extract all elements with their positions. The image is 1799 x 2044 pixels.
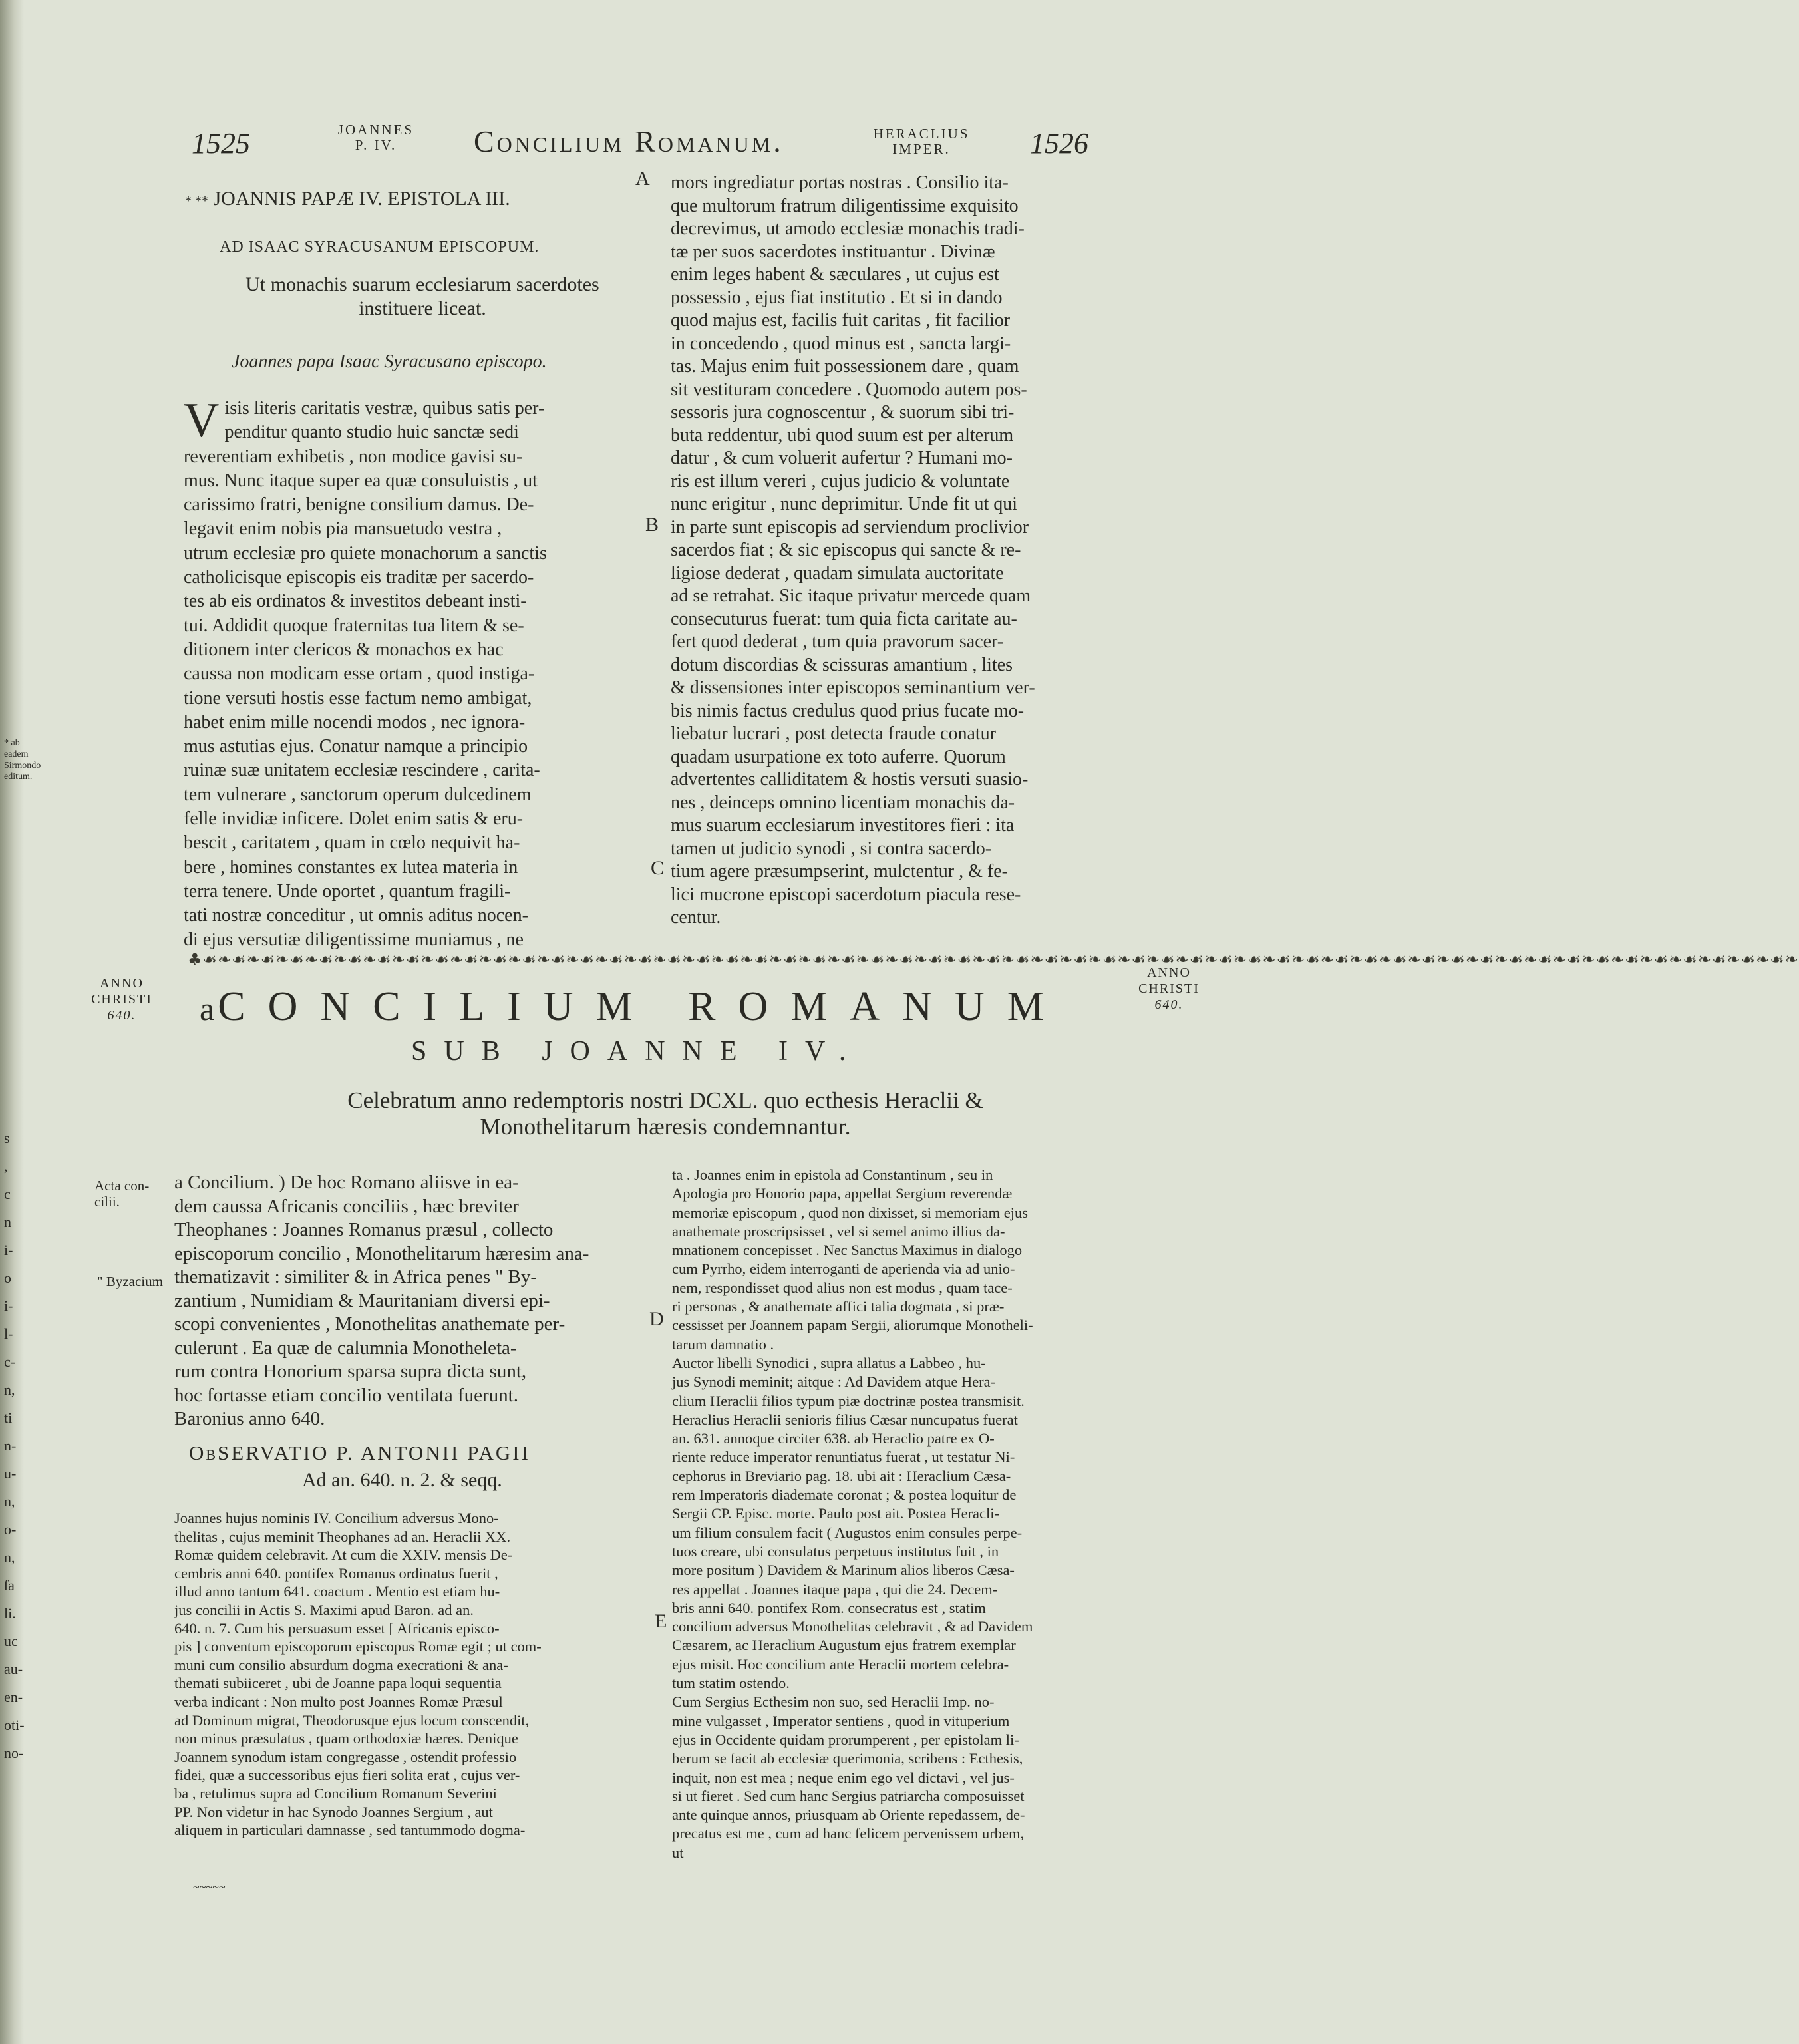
text-line: carissimo fratri, benigne consilium damus. De-	[184, 494, 534, 516]
note-line: Joannes hujus nominis IV. Concilium adversus Mono-	[174, 1510, 499, 1526]
note-line: Cæsarem, ac Heraclium Augustum ejus fratrem exemplar	[672, 1637, 1016, 1654]
text-line: felle invidiæ inficere. Dolet enim satis & eru-	[184, 808, 524, 830]
byzacium-label: " Byzacium	[97, 1274, 163, 1289]
gutter-fragment: l-	[4, 1325, 13, 1342]
epistola-right-column	[671, 172, 1136, 930]
gutter-fragment: n,	[4, 1381, 15, 1398]
gutter-fragment: li.	[4, 1605, 16, 1621]
text-line: centur.	[671, 907, 721, 928]
text-line: sessoris jura cognoscentur , & suorum sibi tri-	[671, 402, 1015, 423]
note-line: inquit, non est mea ; neque enim ego vel dictavi , vel jus-	[672, 1769, 1015, 1786]
note-line: clium Heraclii filios typum piæ doctrinæ postea transmisit.	[672, 1392, 1025, 1409]
note-line: mine vulgasset , Imperator sentiens , quod in vituperium	[672, 1712, 1010, 1729]
sidenote-line: editum.	[4, 772, 33, 782]
page-number-left: 1525	[192, 127, 250, 160]
note-line: cessisset per Joannem papam Sergii, aliorumque Monotheli-	[672, 1317, 1033, 1334]
note-line: themati subiiceret , ubi de Joanne papa loqui sequentia	[174, 1675, 502, 1692]
text-line: habet enim mille nocendi modos , nec ignora-	[184, 711, 526, 733]
celebration-line: Celebratum anno redemptoris nostri DCXL. quo ecthesis Heraclii &	[347, 1087, 983, 1113]
text-line: advertentes calliditatem & hostis versuti suasio-	[671, 769, 1029, 790]
text-line: buta reddentur, ubi quod suum est per alterum	[671, 425, 1014, 446]
text-line: bescit , caritatem , quam in cœlo nequivit ha-	[184, 832, 520, 854]
text-line: & dissensiones inter episcopos seminantium ver-	[671, 677, 1035, 698]
text-line: tium agere præsumpserint, mulctentur , & fe-	[671, 861, 1008, 882]
note-line: ta . Joannes enim in epistola ad Constantinum , seu in	[672, 1166, 993, 1183]
text-line: tes ab eis ordinatos & investitos debeant insti-	[184, 591, 527, 612]
note-line: muni cum consilio absurdum dogma execrationi & ana-	[174, 1656, 508, 1673]
gutter-fragment: ſa	[4, 1577, 15, 1594]
text-line: enim leges habent & sæculares , ut cujus est	[671, 264, 999, 285]
text-line: nunc erigitur , nunc deprimitur. Unde fit ut qui	[671, 494, 1018, 514]
note-line: Cum Sergius Ecthesim non suo, sed Heraclii Imp. no-	[672, 1693, 995, 1711]
text-line: quadam usurpatione ex toto auferre. Quorum	[671, 746, 1006, 767]
note-line: mnationem concepisset . Nec Sanctus Maximus in dialogo	[672, 1242, 1023, 1259]
note-line: nem, respondisset quod alius non est modus , quam tace-	[672, 1279, 1013, 1296]
text-line: isis literis caritatis vestræ, quibus satis per-	[224, 398, 545, 419]
text-line: di ejus versutiæ diligentissime muniamus , ne	[184, 929, 524, 950]
observatio-title	[189, 1441, 655, 1492]
note-line: ad Dominum migrat, Theodorusque ejus locum conscendit,	[174, 1711, 530, 1729]
text-line: tione versuti hostis esse factum nemo ambigat,	[184, 687, 532, 709]
note-line: hoc fortasse etiam concilio ventilata fuerunt.	[174, 1384, 518, 1406]
title-text: JOANNIS PAPÆ IV. EPISTOLA III.	[213, 188, 510, 210]
gutter-fragment: n	[4, 1214, 11, 1230]
notes-right-column	[672, 1166, 1127, 1862]
observatio-line: Ad an. 640. n. 2. & seqq.	[302, 1469, 502, 1491]
gutter-fragment: n-	[4, 1437, 17, 1454]
observatio-body	[174, 1509, 640, 1840]
note-line: fidei, quæ a successoribus ejus fieri solita erat , cujus ver-	[174, 1767, 520, 1784]
note-line: zantium , Numidiam & Mauritaniam diversi epi-	[174, 1289, 550, 1311]
caption-line: JOANNES	[337, 122, 414, 138]
note-line: Theophanes : Joannes Romanus præsul , collecto	[174, 1219, 554, 1240]
epistola-left-column	[184, 393, 647, 952]
note-line: anathemate proscripsisset , vel si semel animo illius da-	[672, 1222, 1005, 1240]
note-line: concilium adversus Monothelitas celebravit , & ad Davidem	[672, 1618, 1033, 1635]
gutter-fragment: no-	[4, 1745, 24, 1761]
note-line: verba indicant : Non multo post Joannes Romæ Præsul	[174, 1693, 503, 1710]
margin-letter-c: C	[651, 857, 665, 879]
note-line: a Concilium. ) De hoc Romano aliisve in ea-	[174, 1172, 519, 1193]
note-line: ba , retulimus supra ad Concilium Romanum Severini	[174, 1785, 497, 1802]
title-text: CONCILIUM ROMANUM	[218, 984, 1066, 1029]
text-line: fert quod dederat , tum quia pravorum sacer-	[671, 631, 1004, 652]
gutter-fragment: c-	[4, 1353, 16, 1370]
page-number-right: 1526	[1030, 127, 1088, 160]
note-line: non minus præsulatus , quam orthodoxiæ hæres. Denique	[174, 1730, 518, 1747]
text-line: utrum ecclesiæ pro quiete monachorum a sanctis	[184, 542, 547, 564]
margin-letter-d: D	[649, 1308, 664, 1330]
text-line: in concedendo , quod minus est , sancta largi-	[671, 333, 1011, 354]
gutter-fragment: n,	[4, 1549, 15, 1566]
note-line: episcoporum concilio , Monothelitarum hæresim ana-	[174, 1242, 589, 1264]
gutter-fragment: o-	[4, 1521, 17, 1538]
text-line: bis nimis factus credulus quod prius fucate mo-	[671, 700, 1025, 721]
notes-left-block	[174, 1171, 640, 1431]
running-head: Concilium Romanum.	[474, 124, 784, 158]
gutter-fragment: uc	[4, 1633, 18, 1649]
note-line: tarum damnatio .	[672, 1335, 774, 1353]
sidenote	[4, 737, 44, 782]
observatio-line: ObSERVATIO P. ANTONII PAGII	[189, 1441, 530, 1464]
text-line: mus. Nunc itaque super ea quæ consuluistis , ut	[184, 470, 538, 491]
note-line: PP. Non videtur in hac Synodo Joannes Sergium , aut	[174, 1803, 493, 1820]
anno-line: ANNO	[1147, 965, 1191, 980]
anno-line: 640.	[1154, 997, 1184, 1012]
gutter-fragments	[4, 1124, 24, 1767]
gutter-fragment: i-	[4, 1242, 13, 1258]
note-line: bris anni 640. pontifex Rom. consecratus est , statim	[672, 1599, 986, 1616]
anno-line: CHRISTI	[91, 992, 152, 1007]
note-line: res appellat . Joannes itaque papa , qui die 24. Decem-	[672, 1580, 998, 1598]
text-line: consecuturus fuerat: tum quia ficta caritate au-	[671, 608, 1017, 629]
text-line: ditionem inter clericos & monachos ex hac	[184, 639, 504, 660]
note-line: memoriæ episcopum , quod non dixisset, si memoriam ejus	[672, 1204, 1028, 1221]
anno-left	[85, 975, 158, 1023]
text-line: quod majus est, facilis fuit caritas , fit facilior	[671, 310, 1011, 331]
margin-letter-a: A	[635, 168, 650, 190]
note-line: Baronius anno 640.	[174, 1408, 325, 1429]
note-line: tuos creare, ubi consulatus perpetuus institutus fuit , in	[672, 1542, 999, 1560]
note-line: ante quinque annos, priusquam ab Oriente repedassem, de-	[672, 1806, 1025, 1824]
gutter-fragment: i-	[4, 1297, 13, 1314]
text-line: tamen ut judicio synodi , si contra sacerdo-	[671, 838, 992, 859]
text-line: sit vestituram concedere . Quomodo autem pos-	[671, 379, 1027, 400]
text-line: caussa non modicam esse ortam , quod instiga-	[184, 663, 535, 685]
note-line: thematizavit : similiter & in Africa penes " By-	[174, 1266, 537, 1287]
text-line: penditur quanto studio huic sanctæ sedi	[224, 422, 519, 443]
caption-line: HERACLIUS	[873, 126, 970, 142]
text-line: ris est illum vereri , cujus judicio & voluntate	[671, 470, 1010, 492]
note-line: ejus misit. Hoc concilium ante Heraclii mortem celebra-	[672, 1655, 1009, 1673]
note-line: Apologia pro Honorio papa, appellat Sergium reverendæ	[672, 1185, 1013, 1202]
note-line: ri personas , & anathemate affici talia dogmata , si præ-	[672, 1298, 1005, 1315]
gutter-fragment: ti	[4, 1409, 13, 1426]
drop-cap: V	[184, 393, 220, 448]
note-line: berum se facit ab ecclesiæ querimonia, scribens : Ecthesis,	[672, 1750, 1023, 1767]
text-line: legavit enim nobis pia mansuetudo vestra ,	[184, 518, 502, 540]
text-line: bere , homines constantes ex lutea materia in	[184, 856, 518, 878]
gutter-fragment: en-	[4, 1689, 23, 1705]
text-line: que multorum fratrum diligentissime exquisito	[671, 195, 1019, 216]
text-line: tui. Addidit quoque fraternitas tua litem & se-	[184, 615, 524, 636]
note-line: culerunt . Ea quæ de calumnia Monotheleta-	[174, 1337, 517, 1359]
note-line: aliquem in particulari damnasse , sed tantummodo dogma-	[174, 1822, 526, 1839]
margin-letter-b: B	[645, 514, 659, 536]
margin-letter-e: E	[655, 1610, 667, 1632]
text-line: mus suarum ecclesiarum investitores fieri : ita	[671, 815, 1015, 836]
sidenote-line: * ab eadem	[4, 738, 29, 759]
text-line: possessio , ejus fiat institutio . Et si in dando	[671, 287, 1003, 308]
sidenote-line: Sirmondo	[4, 761, 41, 770]
note-line: jus Synodi meminit; aitque : Ad Davidem atque Hera-	[672, 1373, 996, 1391]
text-line: dotum discordias & scissuras amantium , lites	[671, 654, 1013, 675]
epistola-addressee: AD ISAAC SYRACUSANUM EPISCOPUM.	[220, 238, 540, 256]
note-line: cephorus in Breviario pag. 18. ubi ait : Heraclium Cæsa-	[672, 1467, 1011, 1484]
note-line: an. 631. annoque circiter 638. ab Heraclio patre ex O-	[672, 1430, 995, 1447]
text-line: tas. Majus enim fuit possessionem dare , quam	[671, 356, 1019, 377]
epistola-summary	[193, 273, 652, 321]
note-line: Heraclius Heraclii senioris filius Cæsar nuncupatus fuerat	[672, 1411, 1018, 1428]
celebration-line: Monothelitarum hæresis condemnantur.	[480, 1114, 851, 1140]
note-line: 640. n. 7. Cum his persuasum esset [ Africanis episco-	[174, 1619, 500, 1637]
text-line: lici mucrone episcopi sacerdotum piacula rese-	[671, 884, 1021, 905]
summary-line: instituere liceat.	[359, 297, 486, 319]
note-line: cembris anni 640. pontifex Romanus ordinatus fuerit ,	[174, 1564, 498, 1582]
label-line: cilii.	[94, 1194, 120, 1210]
note-line: riente reduce imperator renuntiatus fuerat , ut testatur Ni-	[672, 1448, 1015, 1466]
note-line: rem Imperatoris diademate coronat ; & postea loquitur de	[672, 1486, 1017, 1504]
note-line: Joannem synodum istam congregasse , ostendit professio	[174, 1748, 517, 1765]
note-line: pis ] conventum episcoporum episcopus Romæ egit ; ut com-	[174, 1638, 542, 1655]
epistola-title	[185, 188, 637, 210]
anno-line: 640.	[107, 1008, 136, 1023]
note-line: rum contra Honorium sparsa supra dicta sunt,	[174, 1361, 527, 1382]
text-line: reverentiam exhibetis , non modice gavisi su-	[184, 446, 523, 467]
text-line: tati nostræ conceditur , ut omnis aditus nocen-	[184, 905, 528, 926]
text-line: liebatur lucrari , post detecta fraude conatur	[671, 723, 996, 744]
note-line: precatus est me , cum ad hanc felicem pervenissem urbem,	[672, 1825, 1025, 1842]
text-line: tem vulnerare , sanctorum operum dulcedinem	[184, 784, 532, 805]
concilium-title	[200, 983, 1066, 1031]
note-line: more positum ) Davidem & Marinum alios liberos Cæsa-	[672, 1562, 1015, 1579]
epistola-salutation: Joannes papa Isaac Syracusano episcopo.	[232, 351, 547, 372]
anno-line: CHRISTI	[1138, 981, 1200, 996]
concilium-subtitle: SUB JOANNE IV.	[411, 1036, 864, 1067]
gutter-fragment: oti-	[4, 1717, 25, 1733]
note-line: dem caussa Africanis conciliis , hæc breviter	[174, 1195, 519, 1217]
label-line: Acta con-	[94, 1178, 150, 1194]
gutter-fragment: s	[4, 1130, 10, 1146]
anno-right	[1130, 965, 1208, 1013]
gutter-fragment: ,	[4, 1158, 8, 1174]
text-line: mus astutias ejus. Conatur namque a principio	[184, 736, 528, 757]
text-line: terra tenere. Unde oportet , quantum fragili-	[184, 880, 511, 902]
title-note-marker: a	[200, 990, 215, 1027]
anno-line: ANNO	[100, 976, 144, 991]
ornament-band: ♣☙❧☙❧☙❧☙❧☙❧☙❧☙❧☙❧☙❧☙❧☙❧☙❧☙❧☙❧☙❧☙❧☙❧☙❧☙❧☙❧☙❧☙❧☙❧☙❧☙❧☙❧☙❧☙❧☙❧☙❧☙❧☙❧☙❧☙❧☙❧☙❧☙❧☙❧☙❧☙❧☙❧☙❧☙❧☙❧☙❧☙❧☙❧☙❧☙❧☙❧☙❧☙❧☙❧☙❧☙❧	[188, 950, 1799, 969]
gutter-fragment: au-	[4, 1661, 23, 1677]
note-line: thelitas , cujus meminit Theophanes ad an. Heraclii XX.	[174, 1528, 511, 1545]
gutter-fragment: o	[4, 1270, 11, 1286]
note-line: Sergii CP. Episc. morte. Paulo post ait. Postea Heracli-	[672, 1505, 1000, 1522]
text-line: mors ingrediatur portas nostras . Consilio ita-	[671, 172, 1009, 193]
note-line: ut	[672, 1844, 684, 1861]
caption-line: IMPER.	[892, 141, 951, 157]
title-mark: * **	[185, 194, 208, 208]
summary-line: Ut monachis suarum ecclesiarum sacerdotes	[245, 273, 599, 295]
note-line: illud anno tantum 641. coactum . Mentio est etiam hu-	[174, 1583, 500, 1600]
text-line: catholicisque episcopis eis traditæ per sacerdo-	[184, 567, 534, 588]
note-line: cum Pyrrho, eidem interroganti de aperienda via ad unio-	[672, 1260, 1015, 1278]
acta-label	[94, 1178, 149, 1210]
note-line: jus concilii in Actis S. Maximi apud Baron. ad an.	[174, 1601, 474, 1618]
text-line: sacerdos fiat ; & sic episcopus qui sancte & re-	[671, 540, 1021, 560]
note-line: ejus in Occidente quidam prorumperent , per epistolam li-	[672, 1731, 1019, 1748]
note-line: Romæ quidem celebravit. At cum die XXIV. mensis De-	[174, 1546, 513, 1564]
gutter-fragment: c	[4, 1186, 11, 1202]
text-line: in parte sunt episcopis ad serviendum proclivior	[671, 516, 1029, 538]
text-line: tæ per suos sacerdotes instituantur . Divinæ	[671, 241, 995, 262]
header-left-caption	[326, 122, 426, 153]
note-line: um filium consulem facit ( Augustos enim consules perpe-	[672, 1524, 1023, 1541]
text-line: ruinæ suæ unitatem ecclesiæ rescindere , carita-	[184, 760, 540, 781]
text-line: datur , & cum voluerit aufertur ? Humani mo-	[671, 448, 1013, 468]
catchword-left: ~~~~~	[193, 1880, 226, 1894]
text-line: decrevimus, ut amodo ecclesiæ monachis tradi-	[671, 218, 1025, 239]
text-line: ad se retrahat. Sic itaque privatur mercede quam	[671, 586, 1031, 606]
text-line: nes , deinceps omnino licentiam monachis da-	[671, 792, 1015, 813]
gutter-fragment: u-	[4, 1465, 17, 1482]
note-line: scopi convenientes , Monothelitas anathemate per-	[174, 1313, 566, 1335]
text-line: ligiose dederat , quadam simulata auctoritate	[671, 562, 1004, 584]
note-line: si ut fieret . Sed cum hanc Sergius patriarcha composuisset	[672, 1787, 1025, 1804]
header-right-caption	[865, 126, 978, 157]
concilium-celebration	[253, 1087, 1078, 1140]
note-line: Auctor libelli Synodici , supra allatus a Labbeo , hu-	[672, 1354, 986, 1371]
gutter-fragment: n,	[4, 1493, 15, 1510]
note-line: tum statim ostendo.	[672, 1675, 790, 1692]
caption-line: P. IV.	[355, 137, 397, 153]
